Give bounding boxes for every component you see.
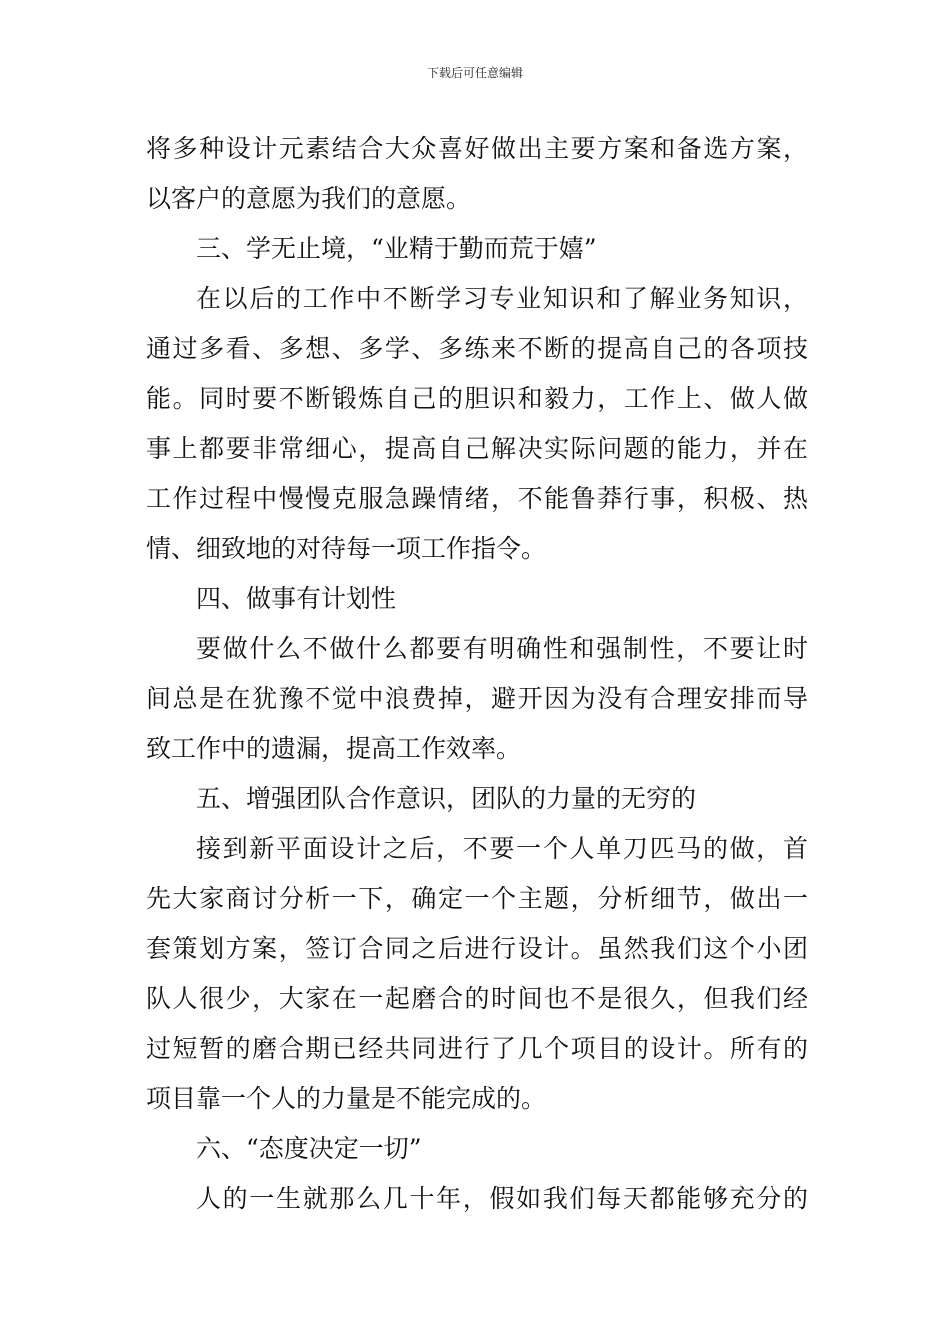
text-line: 先大家商讨分析一下，确定一个主题，分析细节，做出一	[146, 884, 808, 913]
text-line: 能。同时要不断锻炼自己的胆识和毅力，工作上、做人做	[146, 384, 808, 413]
text-line: 间总是在犹豫不觉中浪费掉，避开因为没有合理安排而导	[146, 684, 808, 713]
text-line: 在以后的工作中不断学习专业知识和了解业务知识，	[196, 284, 808, 313]
text-line: 过短暂的磨合期已经共同进行了几个项目的设计。所有的	[146, 1034, 808, 1063]
page-header: 下载后可任意编辑	[426, 66, 523, 80]
text-line: 以客户的意愿为我们的意愿。	[146, 184, 472, 213]
text-line: 项目靠一个人的力量是不能完成的。	[146, 1084, 547, 1113]
text-line: 三、学无止境，“业精于勤而荒于嬉”	[196, 234, 597, 263]
text-line: 要做什么不做什么都要有明确性和强制性，不要让时	[196, 634, 808, 663]
text-line: 致工作中的遗漏，提高工作效率。	[146, 734, 522, 763]
text-line: 六、“态度决定一切”	[196, 1134, 422, 1163]
text-line: 情、细致地的对待每一项工作指令。	[146, 534, 547, 563]
text-line: 套策划方案，签订合同之后进行设计。虽然我们这个小团	[146, 934, 808, 963]
document-body	[146, 124, 808, 1224]
text-line: 通过多看、多想、多学、多练来不断的提高自己的各项技	[146, 334, 808, 363]
text-line: 队人很少，大家在一起磨合的时间也不是很久，但我们经	[146, 984, 808, 1013]
text-line: 人的一生就那么几十年，假如我们每天都能够充分的	[196, 1184, 808, 1213]
text-line: 接到新平面设计之后，不要一个人单刀匹马的做，首	[196, 834, 808, 863]
text-line: 事上都要非常细心，提高自己解决实际问题的能力，并在	[146, 434, 808, 463]
text-line: 工作过程中慢慢克服急躁情绪，不能鲁莽行事，积极、热	[146, 484, 808, 513]
text-line: 四、做事有计划性	[196, 584, 397, 613]
text-line: 五、增强团队合作意识，团队的力量的无穷的	[196, 784, 697, 813]
text-line: 将多种设计元素结合大众喜好做出主要方案和备选方案，	[146, 134, 808, 163]
